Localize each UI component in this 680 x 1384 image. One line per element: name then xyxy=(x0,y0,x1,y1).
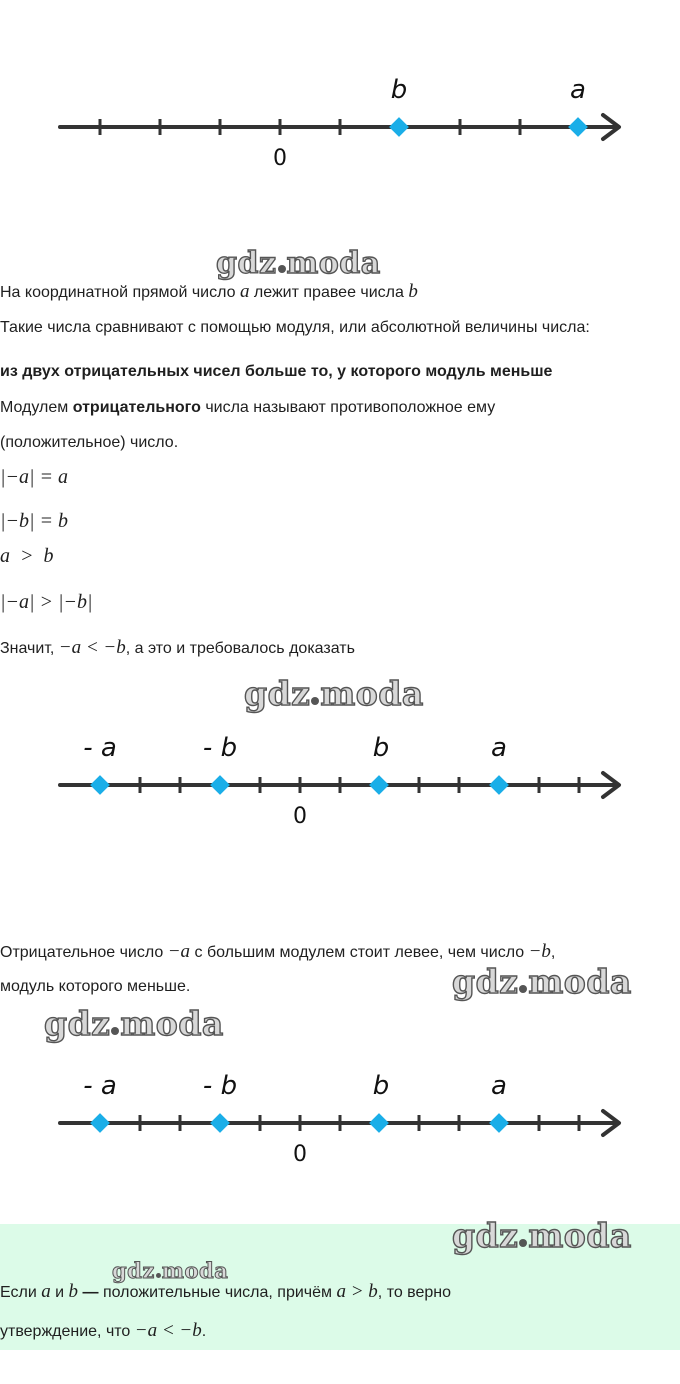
label-a: a xyxy=(491,1071,507,1101)
number-line-2 xyxy=(0,728,680,838)
point-a xyxy=(489,775,509,795)
paragraph-4: Модулем отрицательного числа называют противоположное ему xyxy=(0,399,496,416)
point-neg-a xyxy=(90,1113,110,1133)
point-b xyxy=(389,117,409,137)
label-b: b xyxy=(390,75,408,105)
label-b: b xyxy=(372,733,390,763)
point-b xyxy=(369,775,389,795)
formula-2: |−b| = b xyxy=(0,510,68,532)
point-a xyxy=(489,1113,509,1133)
label-zero: 0 xyxy=(273,146,287,171)
number-line-3 xyxy=(0,1066,680,1176)
point-neg-a xyxy=(90,775,110,795)
point-neg-b xyxy=(210,1113,230,1133)
paragraph-2: Такие числа сравнивают с помощью модуля, или абсолютной величины числа: xyxy=(0,319,590,336)
paragraph-7: Отрицательное число −a с большим модулем стоит левее, чем число −b, xyxy=(0,941,556,962)
highlight-line-1: Если a и b — положительные числа, причём a > b, то верно xyxy=(0,1281,452,1302)
highlight-line-2: утверждение, что −a < −b. xyxy=(0,1320,207,1341)
formula-4: |−a| > |−b| xyxy=(0,591,93,613)
label-b: b xyxy=(372,1071,390,1101)
watermark: gdz moda xyxy=(244,674,424,713)
conclusion: Значит, −a < −b, а это и требовалось доказать xyxy=(0,637,355,658)
label-zero: 0 xyxy=(293,804,307,829)
watermark: gdz moda xyxy=(452,1216,632,1255)
paragraph-1: На координатной прямой число a лежит правее числа b xyxy=(0,281,418,302)
point-neg-b xyxy=(210,775,230,795)
formula-3: a > b xyxy=(0,545,54,567)
paragraph-5: (положительное) число. xyxy=(0,434,179,451)
watermark: gdz moda xyxy=(44,1004,224,1043)
label-neg-b: - b xyxy=(202,733,238,763)
point-b xyxy=(369,1113,389,1133)
label-a: a xyxy=(491,733,507,763)
label-neg-a: - a xyxy=(83,733,117,763)
watermark: gdz moda xyxy=(216,246,381,281)
formula-1: |−a| = a xyxy=(0,466,68,488)
label-zero: 0 xyxy=(293,1142,307,1167)
label-neg-a: - a xyxy=(83,1071,117,1101)
number-line-1 xyxy=(0,70,680,180)
watermark: gdz moda xyxy=(452,962,632,1001)
paragraph-8: модуль которого меньше. xyxy=(0,978,191,995)
watermark: gdz moda xyxy=(112,1258,229,1283)
rule-statement: из двух отрицательных чисел больше то, у которого модуль меньше xyxy=(0,363,553,380)
label-a: a xyxy=(570,75,586,105)
point-a xyxy=(568,117,588,137)
label-neg-b: - b xyxy=(202,1071,238,1101)
